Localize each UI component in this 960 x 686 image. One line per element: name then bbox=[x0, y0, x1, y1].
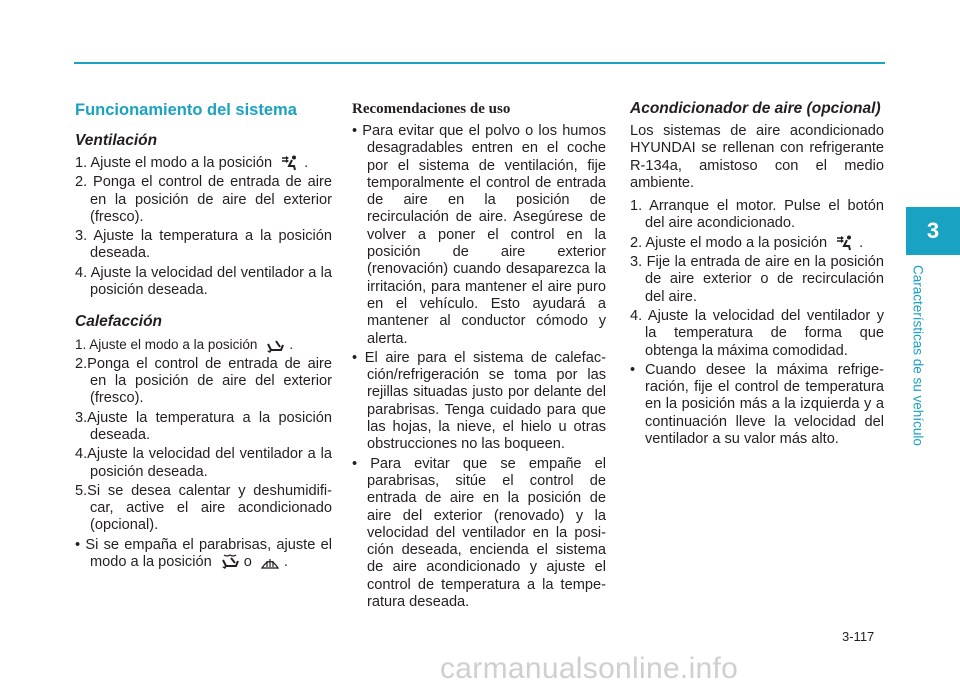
heating-step-3: 3.Ajuste la temperatura a la posición deseada. bbox=[75, 409, 332, 443]
ventilation-step-4: 4. Ajuste la velocidad del ventilador a la posición deseada. bbox=[75, 264, 332, 299]
heating-bullet bbox=[75, 537, 332, 572]
heating-step-4: 4.Ajuste la velocidad del ventilador a la posición deseada. bbox=[75, 446, 332, 480]
ac-step-2 bbox=[630, 235, 884, 252]
ventilation-step-3: 3. Ajuste la temperatura a la posición deseada. bbox=[75, 228, 332, 262]
vent-mode-icon bbox=[280, 155, 300, 171]
column-tips bbox=[352, 100, 606, 613]
tips-title: Recomendaciones de uso bbox=[352, 101, 511, 117]
heating-step-5: 5.Si se desea calentar y deshumidificar, active el aire acondicionado (opcional). bbox=[75, 482, 332, 534]
page-number: 3-117 bbox=[842, 629, 875, 644]
floor-mode-icon bbox=[265, 338, 285, 354]
watermark: carmanualsonline.info bbox=[440, 652, 739, 685]
ac-step-1: 1. Arranque el motor. Pulse el botón del aire acondicionado. bbox=[630, 198, 884, 232]
ac-step-3: 3. Fije la entrada de aire en la posición de aire exterior o de recirculación del aire. bbox=[630, 254, 884, 305]
ac-bullet: • Cuando desee la máxima refrigeración, fije el control de temperatura en la posición más a la izquierda y a continuación lleve la velocidad del ventilador a su valor más alto. bbox=[630, 361, 884, 448]
step-suffix: . bbox=[304, 155, 309, 171]
bullet-text: • Si se empaña el parabrisas, ajuste el modo a la posición bbox=[75, 536, 332, 571]
chapter-label bbox=[904, 265, 932, 470]
heating-step-2: 2.Ponga el control de entrada de aire en la posición de aire del exterior (fresco). bbox=[75, 355, 332, 407]
chapter-tab: 3 bbox=[906, 207, 960, 255]
ac-title: Acondicionador de aire (opcional) bbox=[630, 100, 881, 117]
chapter-label-text: Características de su vehículo bbox=[910, 265, 926, 446]
heating-step-1 bbox=[75, 336, 332, 353]
step-text: 1. Ajuste el modo a la posición bbox=[75, 155, 273, 171]
ventilation-steps bbox=[75, 155, 332, 299]
ac-intro: Los sistemas de aire acondicionado HYUNDAI se rellenan con refrigerante R-134a, amistoso con el medio ambiente. bbox=[630, 123, 884, 191]
step-suffix: . bbox=[859, 234, 864, 251]
tip-1: • Para evitar que el polvo o los humos desagradables entren en el coche por el sistema de ventilación, fije temporalmente el control de entrada de aire en la posición de recirculación de aire. Asegúrese de volver a poner el control en la posición de aire exterior (renovación) cuando desaparezca la irritación, para mantener el aire puro en el vehículo. Esto ayudará a mantener al conductor cómodo y alerta. bbox=[352, 123, 606, 347]
bullet-middle: o bbox=[243, 554, 252, 571]
vent-mode-icon bbox=[835, 235, 855, 251]
step-suffix: . bbox=[289, 337, 294, 353]
tip-2: • El aire para el sistema de calefacción/refrigeración se toma por las rejillas situadas justo por delante del parabrisas. Tenga cuidado para que las hojas, la nieve, el hielo u otras obstrucciones no las boqueen. bbox=[352, 349, 606, 453]
column-air-conditioner bbox=[630, 100, 884, 450]
column-operation bbox=[75, 100, 332, 573]
section-title-operation: Funcionamiento del sistema bbox=[75, 101, 297, 119]
ventilation-step-2: 2. Ponga el control de entrada de aire en la posición de aire del exterior (fresco). bbox=[75, 174, 332, 225]
subtitle-ventilation: Ventilación bbox=[75, 132, 158, 149]
defrost-icon bbox=[260, 554, 280, 570]
ac-steps bbox=[630, 198, 884, 448]
subtitle-heating: Calefacción bbox=[75, 313, 163, 331]
step-text: 1. Ajuste el modo a la posición bbox=[75, 337, 258, 353]
heating-steps bbox=[75, 336, 332, 571]
tip-3: • Para evitar que se empañe el parabrisas, sitúe el control de entrada de aire en la posición de aire del exterior (renovado) y la velocidad del ventilador en la posición deseada, encienda el sistema de aire acondicionado y ajuste el control de temperatura a la temperatura deseada. bbox=[352, 455, 606, 611]
ac-step-4: 4. Ajuste la velocidad del ventilador y la temperatura de forma que obtenga la máxima comodidad. bbox=[630, 307, 884, 359]
ventilation-step-1 bbox=[75, 155, 332, 172]
step-text: 2. Ajuste el modo a la posición bbox=[630, 234, 828, 251]
top-rule bbox=[74, 62, 885, 64]
tips-list bbox=[352, 123, 606, 611]
bullet-suffix: . bbox=[283, 554, 288, 571]
floor-defrost-mode-icon bbox=[220, 554, 240, 570]
